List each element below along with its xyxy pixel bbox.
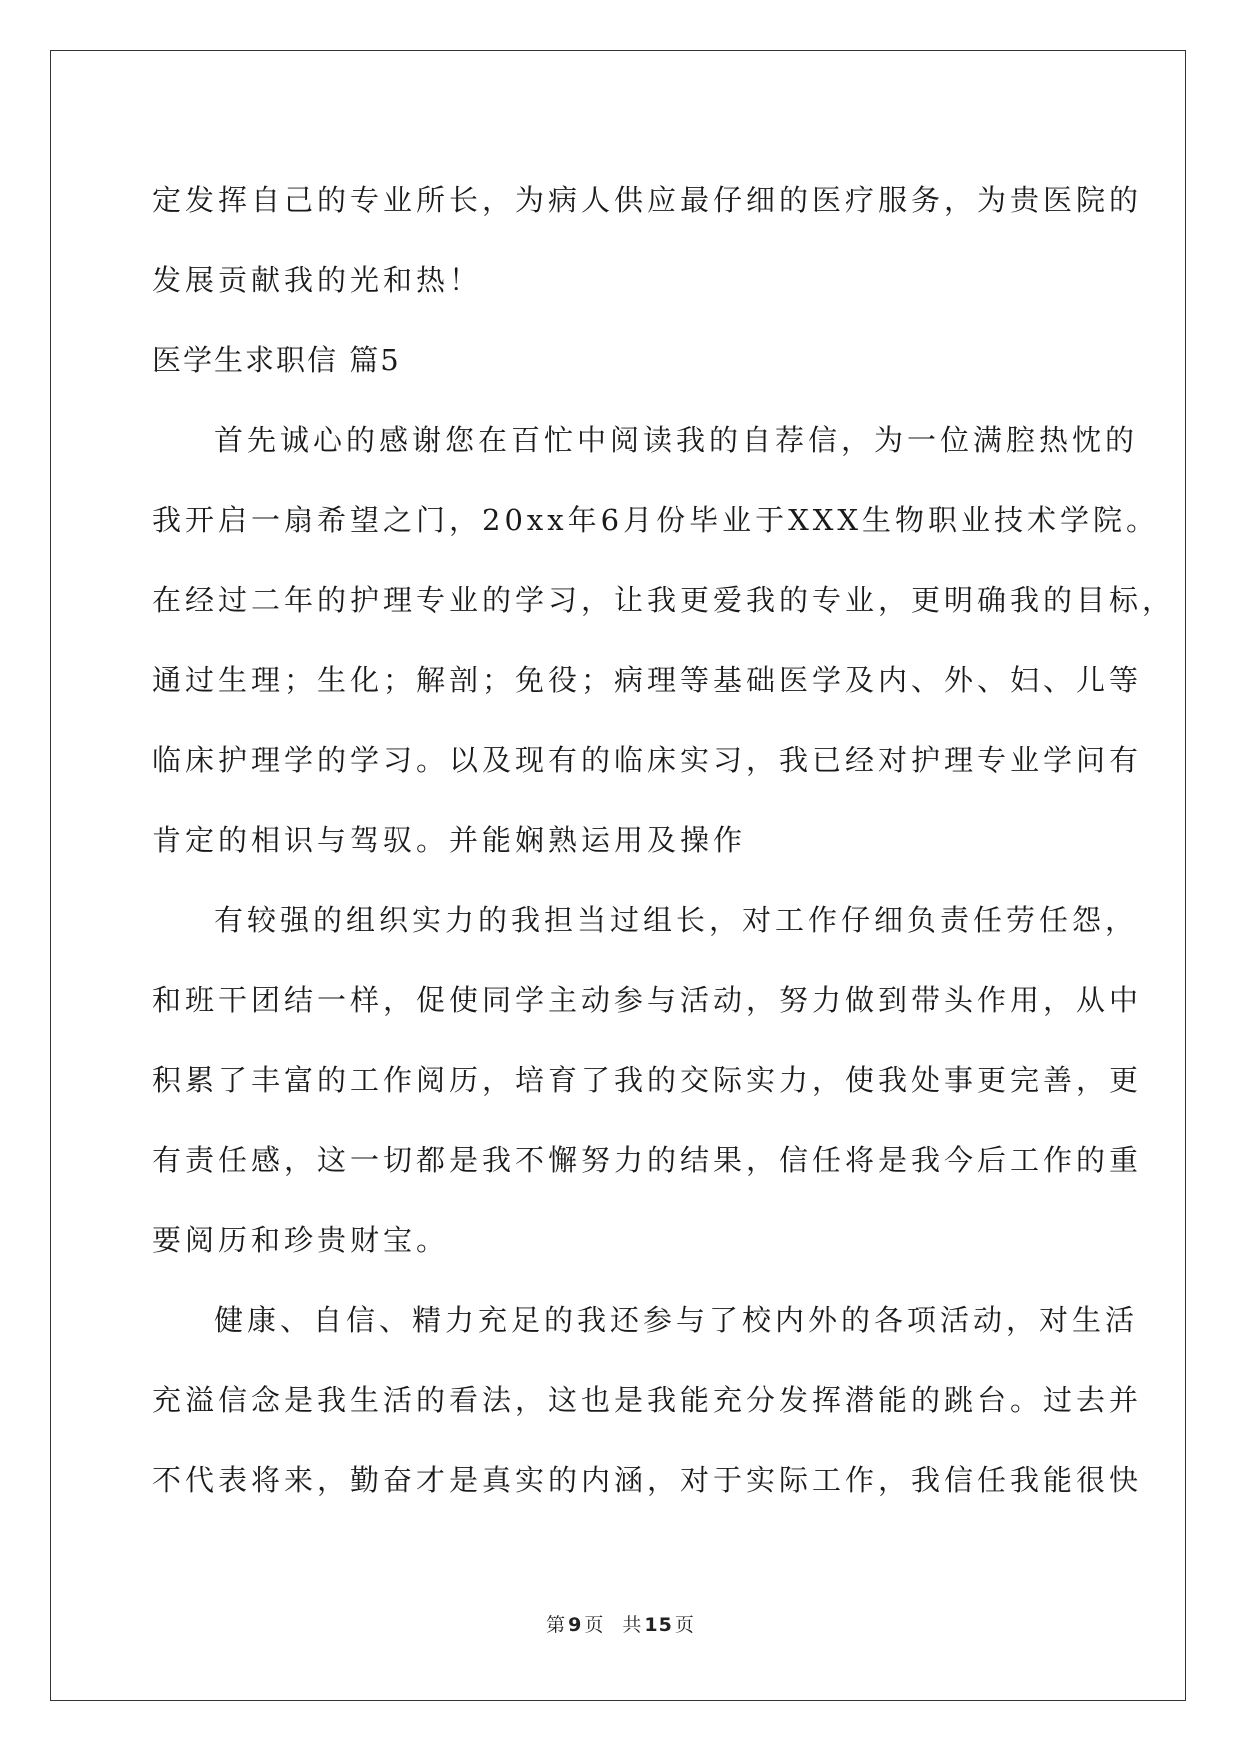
document-body [152,160,1176,1520]
footer-total-suffix: 页 [674,1614,695,1636]
body-line: 我开启一扇希望之门，20xx年6月份毕业于XXX生物职业技术学院。 [152,503,1159,537]
footer-prefix: 第 [546,1614,567,1636]
body-line: 有责任感，这一切都是我不懈努力的结果，信任将是我今后工作的重 [152,1143,1143,1177]
page-footer [0,1610,1241,1637]
body-line: 定发挥自己的专业所长，为病人供应最仔细的医疗服务，为贵医院的 [152,183,1143,217]
total-page-count: 15 [644,1614,673,1636]
body-line: 充溢信念是我生活的看法，这也是我能充分发挥潜能的跳台。过去并 [152,1383,1143,1417]
footer-page-suffix: 页 [584,1614,605,1636]
body-line: 不代表将来，勤奋才是真实的内涵，对于实际工作，我信任我能很快 [152,1463,1143,1497]
body-line: 和班干团结一样，促使同学主动参与活动，努力做到带头作用，从中 [152,983,1143,1017]
body-line: 通过生理；生化；解剖；免役；病理等基础医学及内、外、妇、儿等 [152,663,1143,697]
current-page-number: 9 [568,1614,583,1636]
section-heading: 医学生求职信 篇5 [152,343,401,377]
paragraph-first-line: 健康、自信、精力充足的我还参与了校内外的各项活动，对生活 [214,1303,1139,1337]
footer-total-prefix: 共 [622,1614,643,1636]
paragraph-first-line: 首先诚心的感谢您在百忙中阅读我的自荐信，为一位满腔热忱的 [214,423,1139,457]
body-line: 在经过二年的护理专业的学习，让我更爱我的专业，更明确我的目标， [152,583,1176,617]
body-line: 肯定的相识与驾驭。并能娴熟运用及操作 [152,823,747,857]
paragraph-first-line: 有较强的组织实力的我担当过组长，对工作仔细负责任劳任怨， [214,903,1139,937]
body-line: 临床护理学的学习。以及现有的临床实习，我已经对护理专业学问有 [152,743,1143,777]
body-line: 发展贡献我的光和热！ [152,263,483,297]
body-line: 要阅历和珍贵财宝。 [152,1223,450,1257]
body-line: 积累了丰富的工作阅历，培育了我的交际实力，使我处事更完善，更 [152,1063,1143,1097]
